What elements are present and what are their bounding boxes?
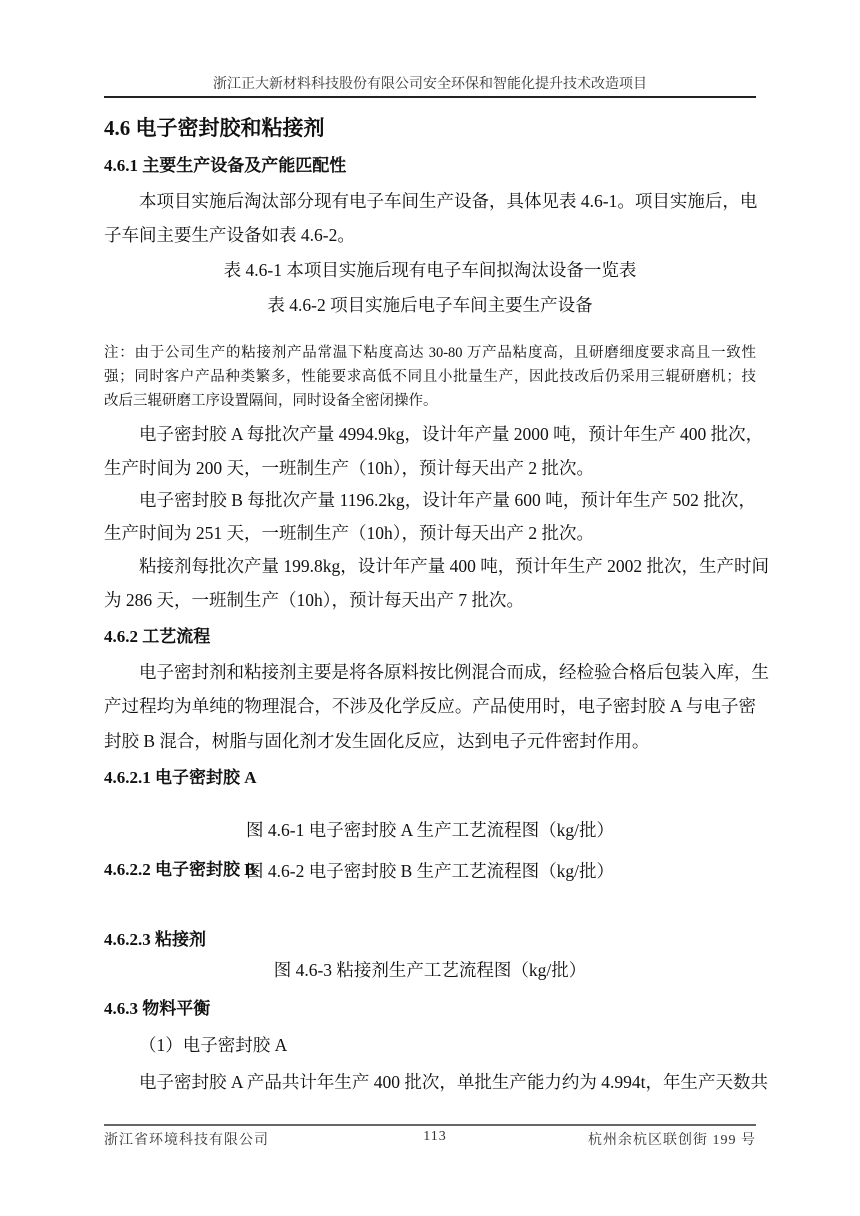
page-number: 113 [423, 1129, 447, 1144]
paragraph-line: 电子密封胶 A 产品共计年生产 400 批次，单批生产能力约为 4.994t，年生产天数共 [139, 1072, 769, 1092]
paragraph-line: 粘接剂每批次产量 199.8kg，设计年产量 400 吨，预计年生产 2002 批次，生产时间 [139, 556, 769, 576]
subsection-title: 4.6.3 物料平衡 [104, 999, 211, 1018]
note-line: 注：由于公司生产的粘接剂产品常温下粘度高达 30-80 万产品粘度高，且研磨细度要求高且一致性 [104, 345, 756, 361]
figure-caption: 图 4.6-3 粘接剂生产工艺流程图（kg/批） [273, 960, 587, 980]
paragraph-line: 为 286 天，一班制生产（10h），预计每天出产 7 批次。 [104, 590, 524, 610]
footer-company: 浙江省环境科技有限公司 [104, 1133, 269, 1148]
table-caption: 表 4.6-2 项目实施后电子车间主要生产设备 [267, 295, 593, 315]
page-header: 浙江正大新材料科技股份有限公司安全环保和智能化提升技术改造项目 [213, 77, 647, 92]
footer-rule [104, 1124, 756, 1126]
subsubsection-title: 4.6.2.2 电子密封胶 B [104, 860, 256, 879]
header-rule [104, 96, 756, 98]
table-caption: 表 4.6-1 本项目实施后现有电子车间拟淘汰设备一览表 [223, 260, 637, 280]
subsubsection-title: 4.6.2.1 电子密封胶 A [104, 768, 257, 787]
figure-caption: 图 4.6-1 电子密封胶 A 生产工艺流程图（kg/批） [246, 820, 614, 840]
footer-address: 杭州余杭区联创街 199 号 [588, 1133, 756, 1148]
subsubsection-title: 4.6.2.3 粘接剂 [104, 930, 206, 949]
note-line: 强；同时客户产品种类繁多，性能要求高低不同且小批量生产，因此技改后仍采用三辊研磨机；技 [104, 369, 756, 385]
subsection-title: 4.6.2 工艺流程 [104, 627, 211, 646]
paragraph-line: 子车间主要生产设备如表 4.6-2。 [104, 225, 355, 245]
list-item: （1）电子密封胶 A [139, 1035, 288, 1055]
paragraph-line: 生产时间为 200 天，一班制生产（10h），预计每天出产 2 批次。 [104, 458, 594, 478]
note-line: 改后三辊研磨工序设置隔间，同时设备全密闭操作。 [104, 393, 438, 409]
paragraph-line: 本项目实施后淘汰部分现有电子车间生产设备，具体见表 4.6-1。项目实施后，电 [139, 191, 758, 211]
paragraph-line: 产过程均为单纯的物理混合，不涉及化学反应。产品使用时，电子密封胶 A 与电子密 [104, 696, 756, 716]
subsection-title: 4.6.1 主要生产设备及产能匹配性 [104, 156, 347, 175]
paragraph-line: 生产时间为 251 天，一班制生产（10h），预计每天出产 2 批次。 [104, 523, 594, 543]
paragraph-line: 电子密封胶 A 每批次产量 4994.9kg，设计年产量 2000 吨，预计年生产 400 批次， [139, 424, 764, 444]
section-title: 4.6 电子密封胶和粘接剂 [104, 116, 325, 140]
paragraph-line: 封胶 B 混合，树脂与固化剂才发生固化反应，达到电子元件密封作用。 [104, 731, 650, 751]
figure-caption: 图 4.6-2 电子密封胶 B 生产工艺流程图（kg/批） [246, 861, 614, 881]
paragraph-line: 电子密封胶 B 每批次产量 1196.2kg，设计年产量 600 吨，预计年生产 502 批次， [139, 490, 756, 510]
paragraph-line: 电子密封剂和粘接剂主要是将各原料按比例混合而成，经检验合格后包装入库，生 [139, 662, 769, 682]
